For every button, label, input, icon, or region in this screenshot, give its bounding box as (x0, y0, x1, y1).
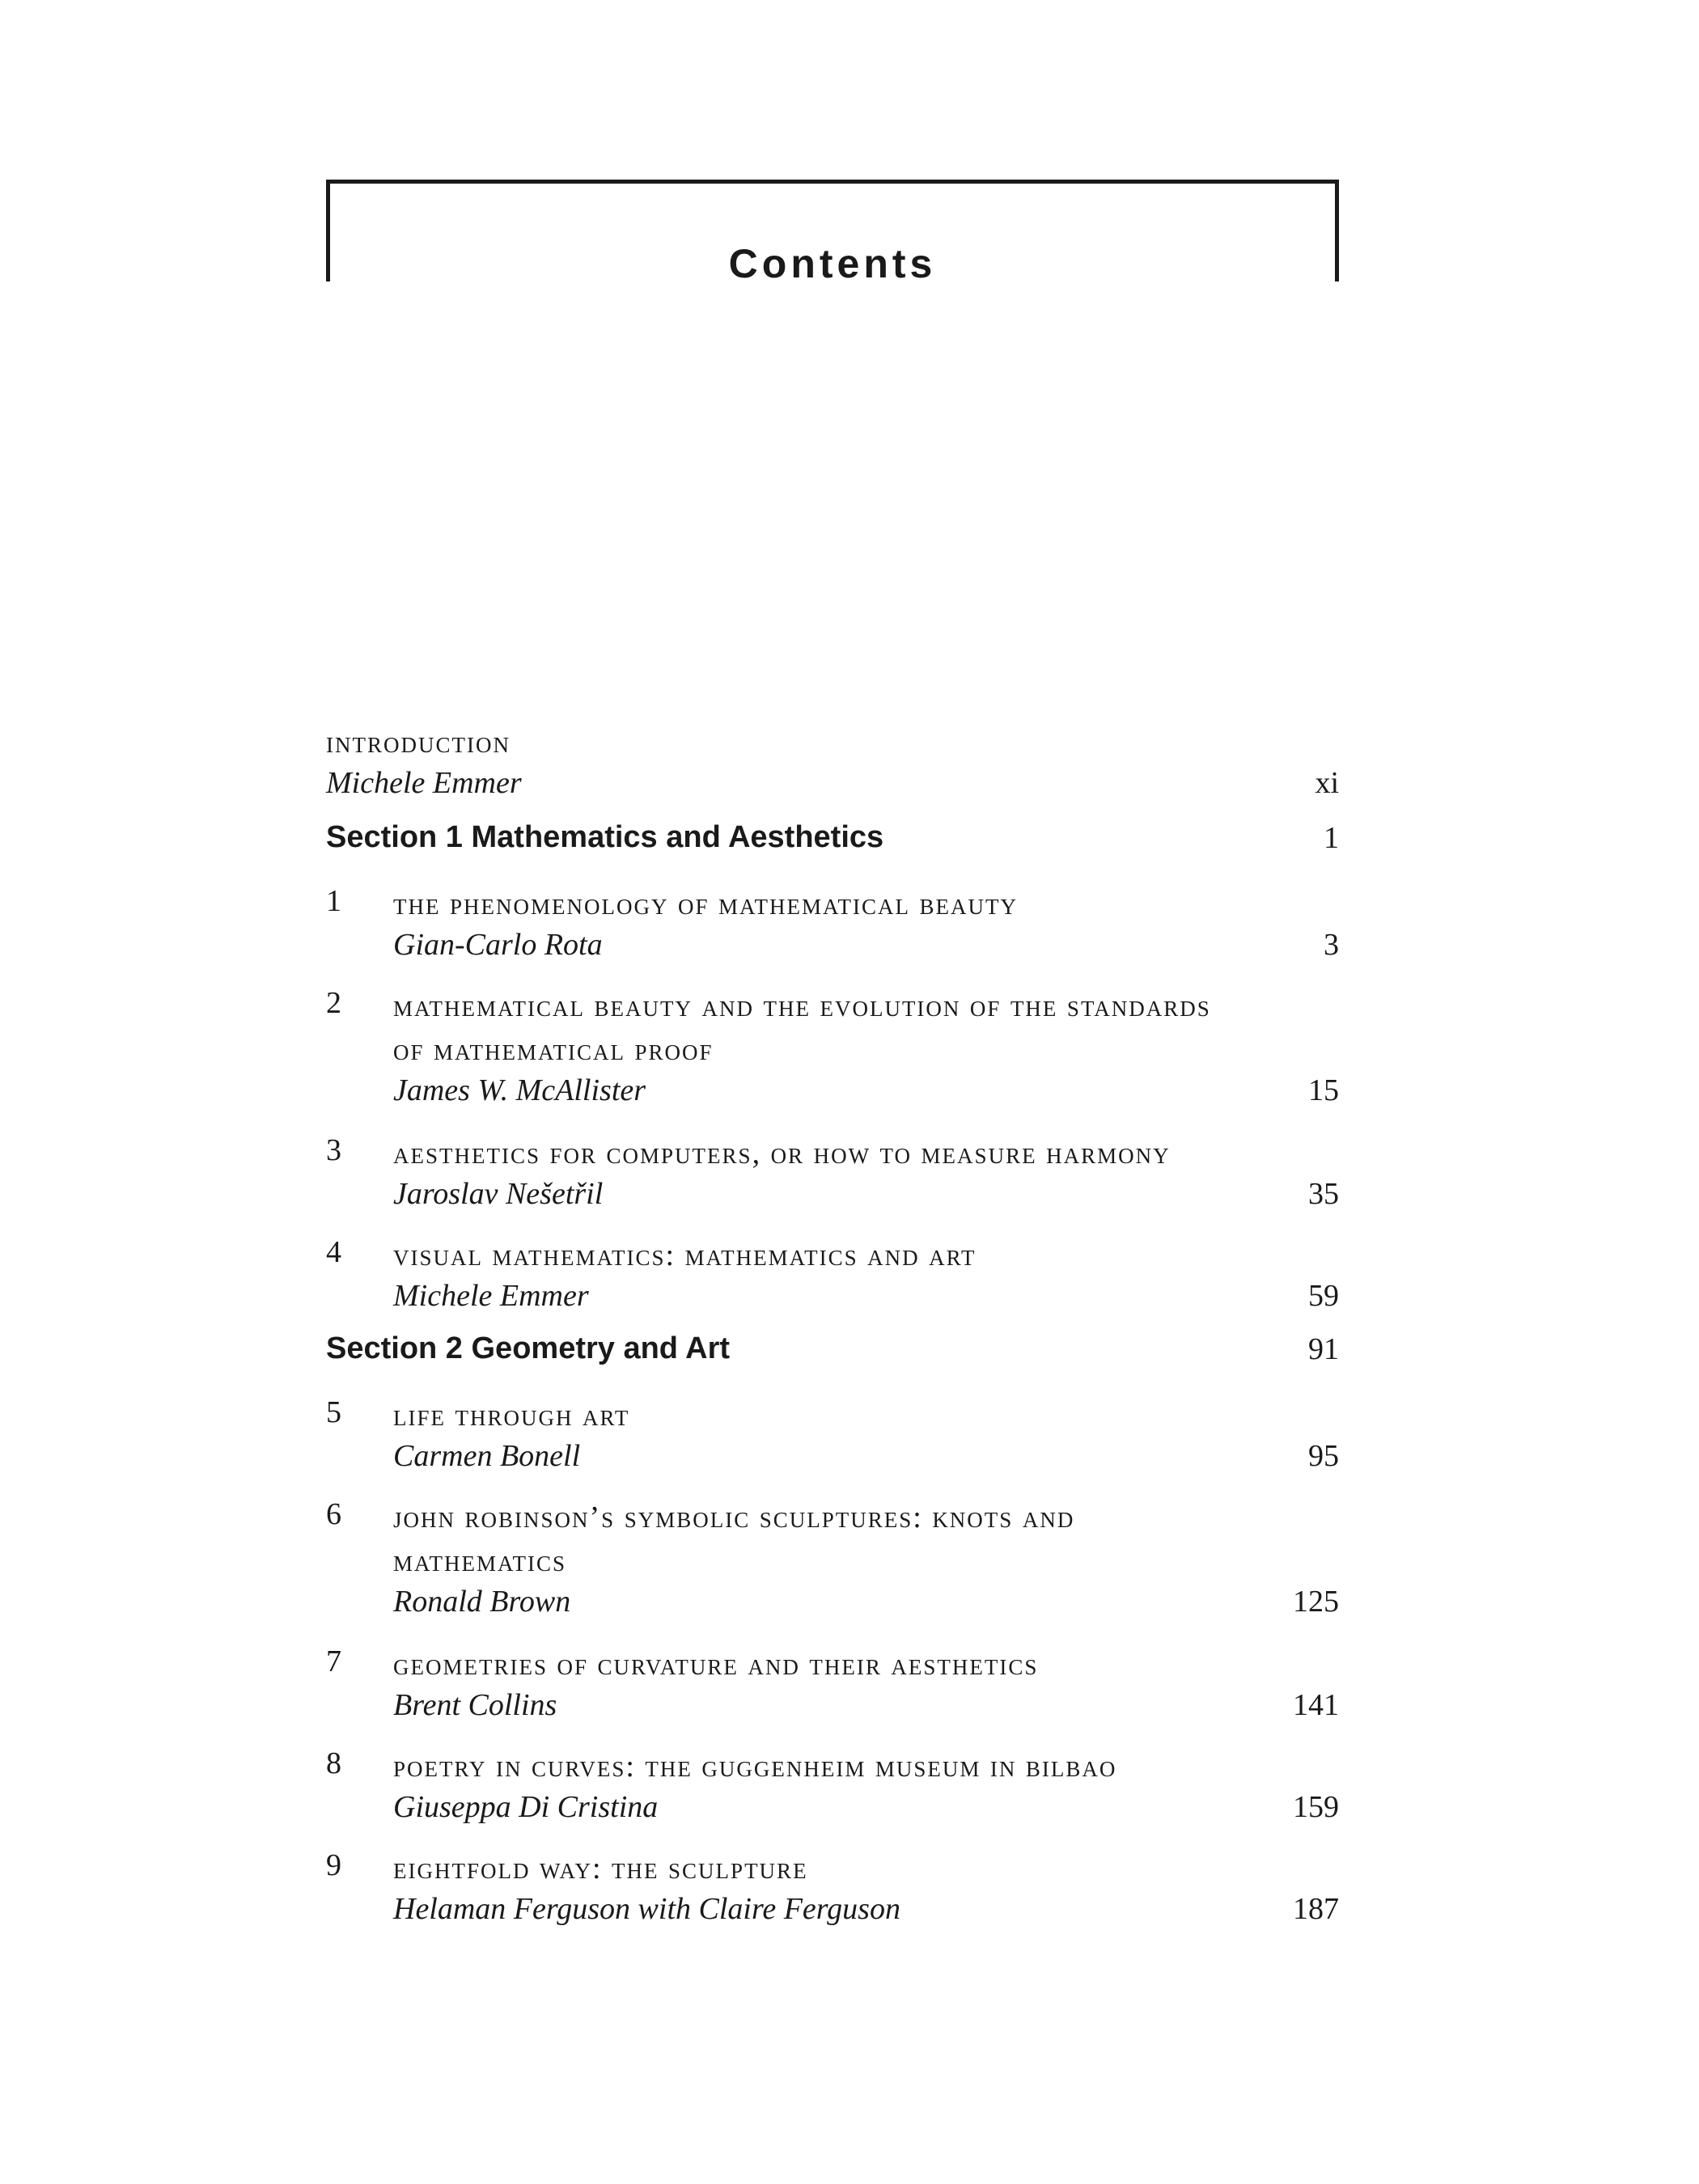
chapter-number: 2 (326, 986, 341, 1020)
chapter-page: 95 (1308, 1439, 1339, 1473)
chapter-byline (393, 1584, 1339, 1619)
chapter-byline (393, 1176, 1339, 1212)
chapter-title: mathematical beauty and the evolution of the standards (393, 989, 1211, 1023)
chapter-author: Gian-Carlo Rota (393, 928, 603, 962)
chapter-title: visual mathematics: mathematics and art (393, 1238, 977, 1272)
chapter-byline (393, 1789, 1339, 1825)
chapter-title-continued: mathematics (393, 1544, 567, 1578)
chapter-page: 59 (1308, 1279, 1339, 1313)
chapter-author: Helaman Ferguson with Claire Ferguson (393, 1892, 900, 1926)
chapter-page: 125 (1293, 1585, 1339, 1619)
chapter-number: 6 (326, 1497, 341, 1531)
chapter-page: 187 (1293, 1892, 1339, 1926)
intro-label: introduction (326, 726, 511, 760)
chapter-number: 8 (326, 1746, 341, 1780)
section-heading (326, 820, 1339, 855)
chapter-page: 15 (1308, 1073, 1339, 1107)
chapter-page: 3 (1324, 928, 1339, 962)
section-heading (326, 1331, 1339, 1366)
chapter-page: 159 (1293, 1790, 1339, 1824)
chapter-author: Michele Emmer (393, 1279, 589, 1313)
chapter-title: the phenomenology of mathematical beauty (393, 887, 1018, 921)
chapter-author: Ronald Brown (393, 1585, 571, 1619)
chapter-author: Carmen Bonell (393, 1439, 581, 1473)
section-page: 91 (1308, 1332, 1339, 1366)
chapter-byline (393, 1438, 1339, 1474)
chapter-byline (393, 1073, 1339, 1108)
chapter-page: 141 (1293, 1688, 1339, 1722)
intro-page: xi (1315, 766, 1339, 800)
chapter-title: life through art (393, 1399, 630, 1433)
intro-author: Michele Emmer (326, 766, 522, 800)
chapter-number: 4 (326, 1235, 341, 1269)
section-label: Section 1 Mathematics and Aesthetics (326, 820, 884, 854)
chapter-byline (393, 1278, 1339, 1314)
chapter-title: poetry in curves: the guggenheim museum in bilbao (393, 1750, 1117, 1784)
chapter-author: Giuseppa Di Cristina (393, 1790, 659, 1824)
chapter-byline (393, 927, 1339, 963)
chapter-number: 3 (326, 1133, 341, 1167)
chapter-page: 35 (1308, 1177, 1339, 1211)
chapter-number: 9 (326, 1848, 341, 1882)
intro-entry (326, 765, 1339, 801)
chapter-title: aesthetics for computers, or how to measure harmony (393, 1136, 1171, 1170)
chapter-title: eightfold way: the sculpture (393, 1852, 808, 1886)
chapter-byline (393, 1891, 1339, 1927)
chapter-title: john robinson’s symbolic sculptures: knots and (393, 1500, 1075, 1534)
page-title: Contents (728, 241, 937, 286)
chapter-number: 5 (326, 1395, 341, 1429)
chapter-number: 7 (326, 1644, 341, 1678)
chapter-author: Jaroslav Nešetřil (393, 1177, 604, 1211)
chapter-title-continued: of mathematical proof (393, 1033, 714, 1067)
chapter-title: geometries of curvature and their aesthetics (393, 1648, 1039, 1682)
chapter-byline (393, 1687, 1339, 1723)
section-label: Section 2 Geometry and Art (326, 1331, 731, 1365)
chapter-author: Brent Collins (393, 1688, 557, 1722)
section-page: 1 (1324, 821, 1339, 855)
chapter-number: 1 (326, 884, 341, 918)
chapter-author: James W. McAllister (393, 1073, 646, 1107)
